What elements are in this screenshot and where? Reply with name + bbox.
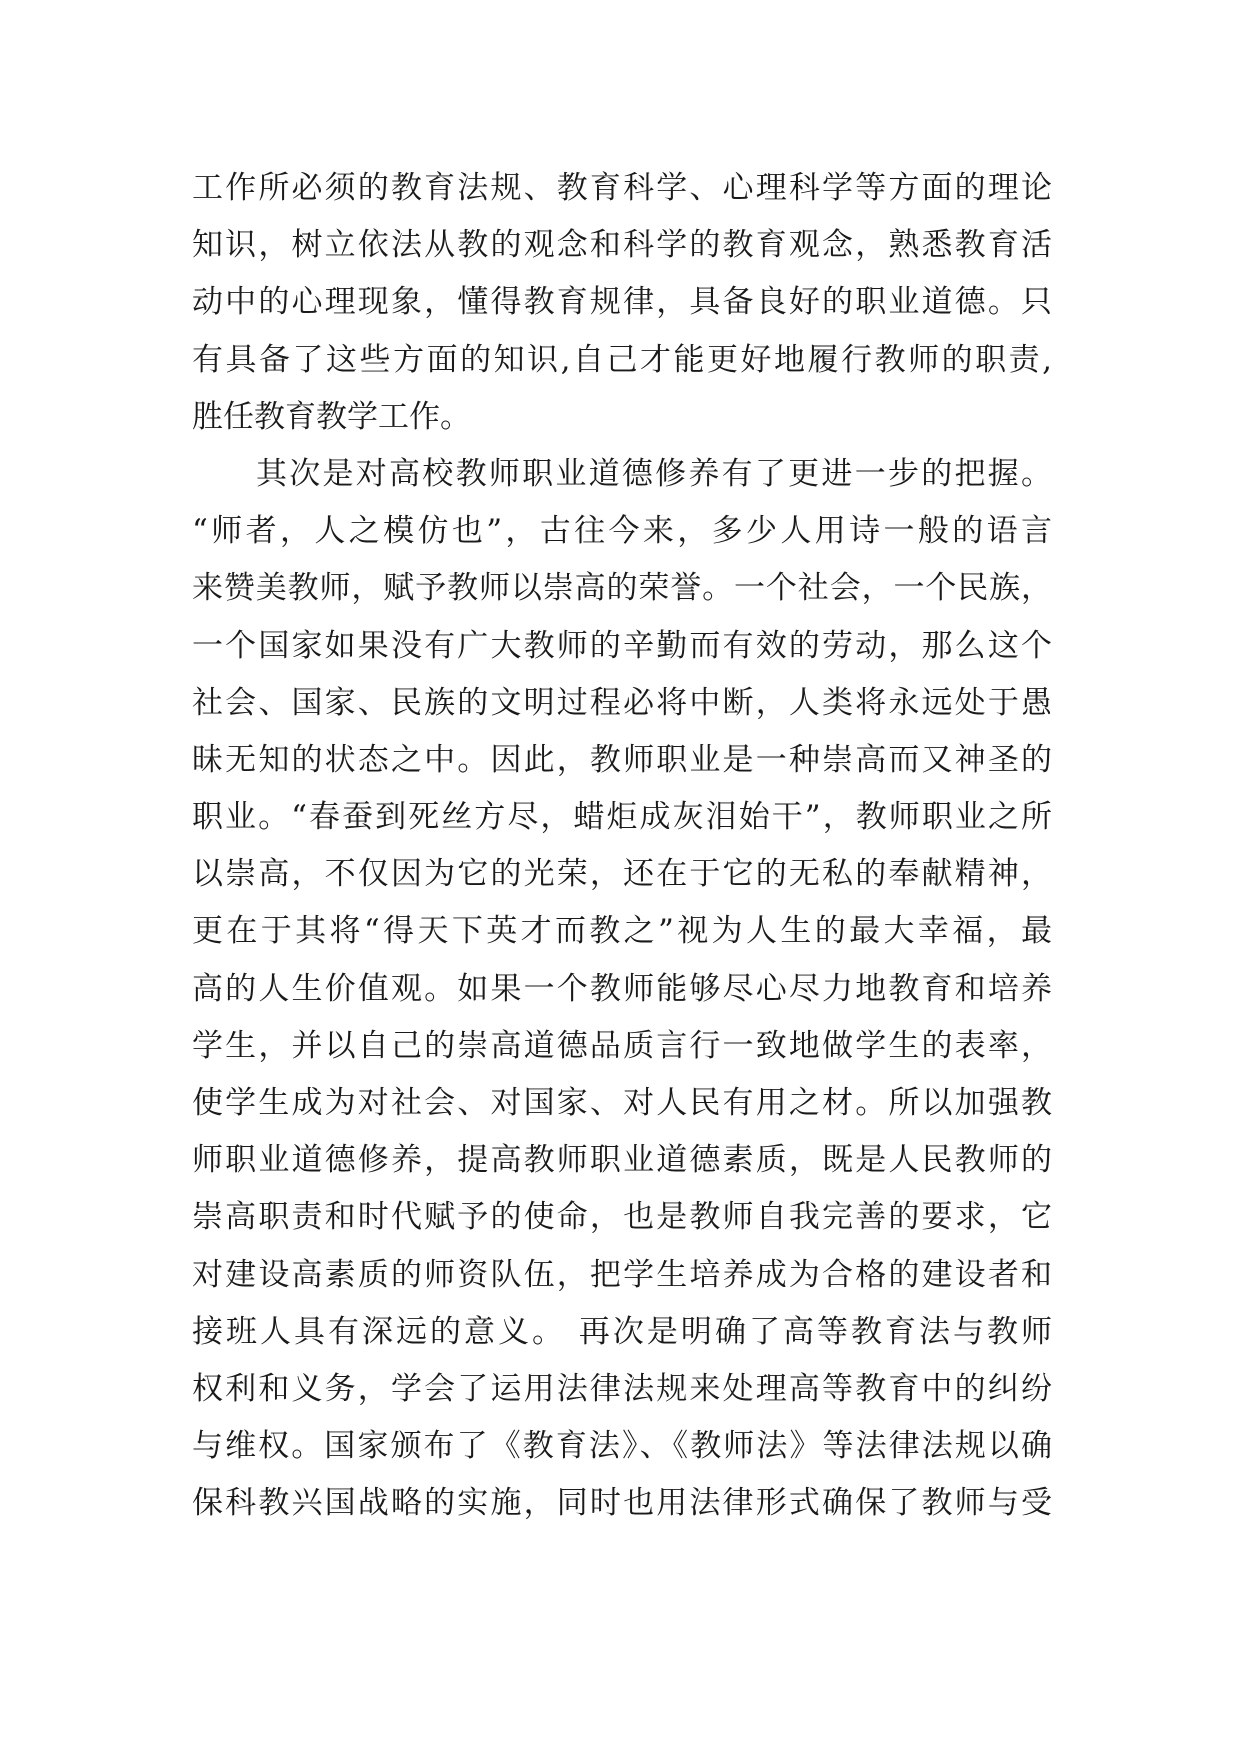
text-line: 与维权。国家颁布了《教育法》、《教师法》等法律法规以确 — [192, 1428, 1052, 1465]
text-line: 高的人生价值观。如果一个教师能够尽心尽力地教育和培养 — [192, 970, 1052, 1007]
text-line: 职业。“春蚕到死丝方尽，蜡炬成灰泪始干”，教师职业之所 — [192, 799, 1052, 836]
text-line: 保科教兴国战略的实施，同时也用法律形式确保了教师与受 — [192, 1485, 1052, 1522]
text-line: 知识，树立依法从教的观念和科学的教育观念，熟悉教育活 — [192, 227, 1052, 264]
text-line: 权利和义务，学会了运用法律法规来处理高等教育中的纠纷 — [192, 1370, 1052, 1407]
text-line: 胜任教育教学工作。 — [192, 398, 471, 435]
text-line: 更在于其将“得天下英才而教之”视为人生的最大幸福，最 — [192, 913, 1052, 950]
text-line: 昧无知的状态之中。因此，教师职业是一种崇高而又神圣的 — [192, 741, 1052, 778]
text-line: 来赞美教师，赋予教师以崇高的荣誉。一个社会，一个民族， — [192, 570, 1052, 607]
text-line: 动中的心理现象，懂得教育规律，具备良好的职业道德。只 — [192, 284, 1052, 321]
text-line: 崇高职责和时代赋予的使命，也是教师自我完善的要求，它 — [192, 1199, 1052, 1236]
text-line: 其次是对高校教师职业道德修养有了更进一步的把握。 — [256, 455, 1052, 492]
body-text — [192, 160, 1052, 1533]
text-line: 以崇高，不仅因为它的光荣，还在于它的无私的奉献精神， — [192, 856, 1052, 893]
text-line: 对建设高素质的师资队伍，把学生培养成为合格的建设者和 — [192, 1256, 1052, 1293]
text-line: 学生，并以自己的崇高道德品质言行一致地做学生的表率， — [192, 1027, 1052, 1064]
text-line: 接班人具有深远的意义。 再次是明确了高等教育法与教师 — [192, 1313, 1052, 1350]
text-line: 工作所必须的教育法规、教育科学、心理科学等方面的理论 — [192, 170, 1052, 206]
text-line: 一个国家如果没有广大教师的辛勤而有效的劳动，那么这个 — [192, 627, 1052, 664]
text-line: 使学生成为对社会、对国家、对人民有用之材。所以加强教 — [192, 1085, 1052, 1121]
text-line: 师职业道德修养，提高教师职业道德素质，既是人民教师的 — [192, 1142, 1052, 1179]
text-line: 社会、国家、民族的文明过程必将中断，人类将永远处于愚 — [192, 684, 1052, 721]
text-line: 有具备了这些方面的知识,自己才能更好地履行教师的职责, — [192, 341, 1052, 378]
text-line: “师者，人之模仿也”，古往今来，多少人用诗一般的语言 — [192, 513, 1052, 550]
